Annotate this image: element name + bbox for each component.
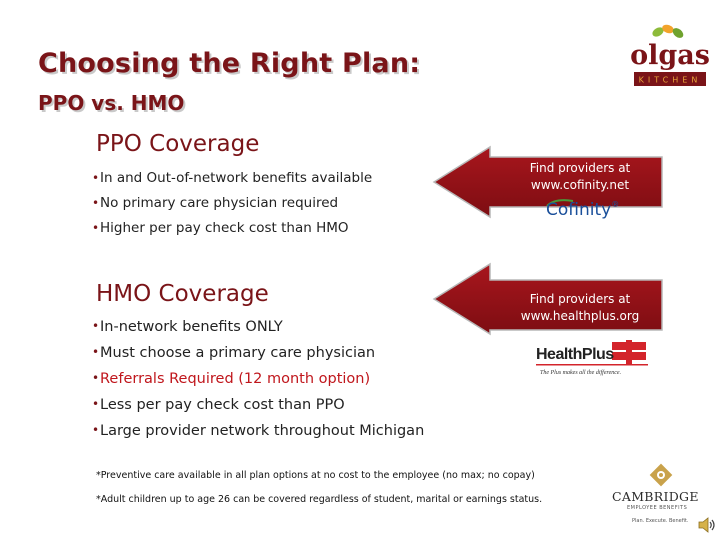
hmo-bullet-text: Referrals Required (12 month option) [100,371,371,387]
hmo-bullet-list [92,320,424,450]
slide-title: Choosing the Right Plan: [38,48,421,79]
bullet-icon: • [92,221,100,235]
bullet-icon: • [92,371,100,385]
cambridge-emblem-icon [648,462,674,488]
ppo-heading: PPO Coverage [96,131,260,157]
list-item [92,372,424,398]
cofinity-logo [546,200,619,220]
bullet-icon: • [92,345,100,359]
hmo-heading: HMO Coverage [96,281,269,307]
slide-subtitle: PPO vs. HMO [38,91,185,115]
list-item [92,197,372,222]
registered-mark: ® [611,200,620,209]
ppo-callout-text [490,160,670,194]
bullet-icon: • [92,397,100,411]
hmo-bullet-text: In-network benefits ONLY [100,319,283,335]
healthplus-tagline: The Plus makes all the difference. [540,370,622,376]
ppo-bullet-list [92,172,372,247]
hmo-callout-text [490,291,670,325]
olgas-subtitle: KITCHEN [638,75,702,85]
ppo-bullet-text: In and Out-of-network benefits available [100,170,373,186]
list-item [92,222,372,247]
ppo-bullet-text: Higher per pay check cost than HMO [100,220,349,236]
footnote-adult-children: *Adult children up to age 26 can be covered regardless of student, marital or earnings status. [96,494,543,505]
bullet-icon: • [92,423,100,437]
bullet-icon: • [92,171,100,185]
ppo-callout-line1: Find providers at [529,161,631,175]
list-item [92,346,424,372]
cambridge-subtitle: EMPLOYEE BENEFITS [627,505,688,511]
ppo-callout-url[interactable]: www.cofinity.net [530,178,630,192]
list-item [92,320,424,346]
list-item [92,398,424,424]
olgas-leaf-icon [651,23,685,40]
cambridge-wordmark: CAMBRIDGE [612,489,699,504]
list-item [92,424,424,450]
hmo-callout-url[interactable]: www.healthplus.org [520,309,640,323]
hmo-callout-line1: Find providers at [529,292,631,306]
healthplus-wordmark: HealthPlus [536,346,614,363]
olgas-wordmark: olgas [630,40,710,71]
hmo-bullet-text: Must choose a primary care physician [100,345,376,361]
bullet-icon: • [92,319,100,333]
ppo-bullet-text: No primary care physician required [100,195,339,211]
hmo-bullet-text: Large provider network throughout Michigan [100,423,425,439]
cambridge-tagline: Plan. Execute. Benefit. [632,518,689,524]
hmo-bullet-text: Less per pay check cost than PPO [100,397,345,413]
olgas-kitchen-logo [628,22,712,94]
cofinity-wordmark: Cofinity [546,200,612,220]
bullet-icon: • [92,196,100,210]
list-item [92,172,372,197]
footnote-preventive: *Preventive care available in all plan options at no cost to the employee (no max; no copay) [96,470,535,481]
speaker-icon[interactable] [697,516,717,534]
